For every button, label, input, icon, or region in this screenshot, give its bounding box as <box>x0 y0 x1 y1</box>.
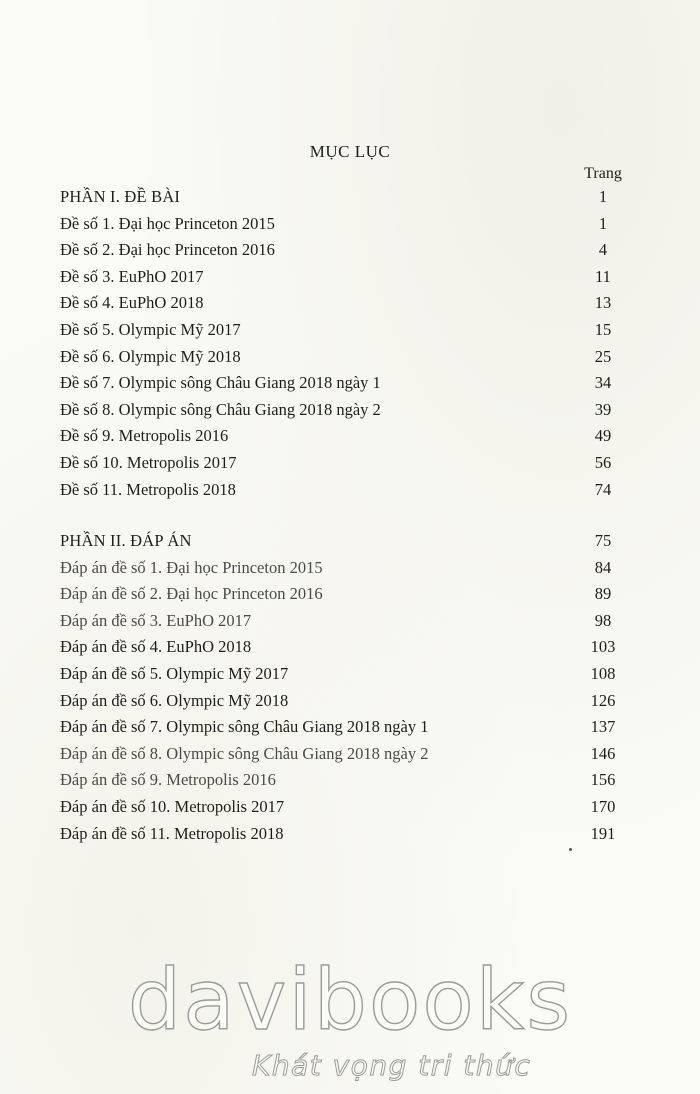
toc-entry <box>60 634 640 660</box>
toc-entry-title: Đề số 10. Metropolis 2017 <box>60 453 237 472</box>
toc-entry-title: Đáp án đề số 8. Olympic sông Châu Giang 2018 ngày 2 <box>60 743 429 763</box>
paper-speck <box>569 848 572 851</box>
toc-entry-page-number: 108 <box>590 664 616 683</box>
page-title: MỤC LỤC <box>309 142 391 161</box>
toc-entry <box>60 264 640 290</box>
toc-entry-page-number: 15 <box>594 320 612 339</box>
toc-entry-page-number: 170 <box>590 797 616 816</box>
toc-entry-page-number: 39 <box>594 399 612 419</box>
toc-entry-title: Đáp án đề số 5. Olympic Mỹ 2017 <box>60 664 289 683</box>
toc-entry-title: Đề số 2. Đại học Princeton 2016 <box>60 240 275 260</box>
watermark-brand: davibooks <box>127 951 573 1049</box>
toc-entry <box>60 423 640 449</box>
toc-entry-title: Đề số 1. Đại học Princeton 2015 <box>60 213 275 233</box>
toc-entry-title: Đáp án đề số 4. EuPhO 2018 <box>60 637 252 657</box>
toc-entry <box>60 661 640 687</box>
toc-entry-page-number: 191 <box>590 823 616 843</box>
toc-entry <box>60 767 640 793</box>
toc-entry-title: PHẦN I. ĐỀ BÀI <box>60 187 181 206</box>
toc-entry-page-number: 156 <box>590 770 616 790</box>
toc-entry-title: Đáp án đề số 6. Olympic Mỹ 2018 <box>60 690 289 710</box>
toc-entry <box>60 370 640 396</box>
page-column-label: Trang <box>584 165 622 182</box>
toc-entry-title: Đáp án đề số 10. Metropolis 2017 <box>60 797 285 816</box>
toc-entry-title: Đáp án đề số 1. Đại học Princeton 2015 <box>60 557 323 577</box>
toc-entry <box>60 741 640 767</box>
toc-entry-title: Đáp án đề số 3. EuPhO 2017 <box>60 610 252 630</box>
toc-entry <box>60 317 640 343</box>
section-heading-1 <box>60 184 640 210</box>
toc-entry <box>60 450 640 476</box>
toc-entry-page-number: 98 <box>594 610 612 630</box>
toc-entry-page-number: 89 <box>594 584 612 604</box>
toc-entry-page-number: 25 <box>594 346 612 366</box>
toc-entry <box>60 397 640 423</box>
toc-entry-page-number: 1 <box>598 187 608 206</box>
toc-entry <box>60 344 640 370</box>
toc-entry <box>60 581 640 607</box>
toc-entry-title: Đề số 11. Metropolis 2018 <box>60 479 236 499</box>
toc-entry-page-number: 13 <box>594 293 612 313</box>
toc-entry <box>60 608 640 634</box>
toc-entry-page-number: 34 <box>594 373 612 393</box>
toc-entry <box>60 211 640 237</box>
toc-entry <box>60 714 640 740</box>
toc-entry-page-number: 1 <box>598 213 608 233</box>
toc-entry <box>60 477 640 503</box>
toc-entry-title: Đáp án đề số 2. Đại học Princeton 2016 <box>60 584 323 604</box>
toc-entry <box>60 237 640 263</box>
toc-entry-title: Đáp án đề số 11. Metropolis 2018 <box>60 823 284 843</box>
toc-entry-title: Đề số 6. Olympic Mỹ 2018 <box>60 346 241 366</box>
toc-entry-title: Đáp án đề số 7. Olympic sông Châu Giang 2018 ngày 1 <box>60 717 429 737</box>
toc-entry-page-number: 137 <box>590 717 616 737</box>
toc-entry-page-number: 126 <box>590 690 616 710</box>
toc-entry-page-number: 11 <box>595 266 611 286</box>
toc-entry-page-number: 4 <box>598 240 608 260</box>
toc-entry <box>60 688 640 714</box>
section-heading-2 <box>60 528 640 554</box>
toc-entry-page-number: 103 <box>590 637 616 657</box>
toc-entry-title: Đề số 9. Metropolis 2016 <box>60 426 229 446</box>
toc-entry <box>60 794 640 820</box>
watermark-tagline: Khát vọng tri thức <box>252 1049 532 1082</box>
toc-entry <box>60 555 640 581</box>
toc-entry-page-number: 75 <box>594 531 612 550</box>
toc-entry-title: Đề số 5. Olympic Mỹ 2017 <box>60 320 241 339</box>
toc-entry-title: Đề số 4. EuPhO 2018 <box>60 293 204 313</box>
toc-entry-title: Đề số 8. Olympic sông Châu Giang 2018 ngày 2 <box>60 399 381 419</box>
toc-entry-page-number: 146 <box>590 743 616 763</box>
toc-entry-title: Đáp án đề số 9. Metropolis 2016 <box>60 770 276 790</box>
toc-entry-title: Đề số 3. EuPhO 2017 <box>60 266 204 286</box>
toc-entry-page-number: 56 <box>594 453 612 472</box>
toc-entry-title: PHẦN II. ĐÁP ÁN <box>60 531 192 550</box>
toc-entry-title: Đề số 7. Olympic sông Châu Giang 2018 ngày 1 <box>60 373 381 393</box>
toc-entry-page-number: 74 <box>594 479 612 499</box>
toc-entry <box>60 821 640 847</box>
toc-entry <box>60 290 640 316</box>
toc-entry-page-number: 49 <box>594 426 612 446</box>
toc-entry-page-number: 84 <box>594 557 612 577</box>
